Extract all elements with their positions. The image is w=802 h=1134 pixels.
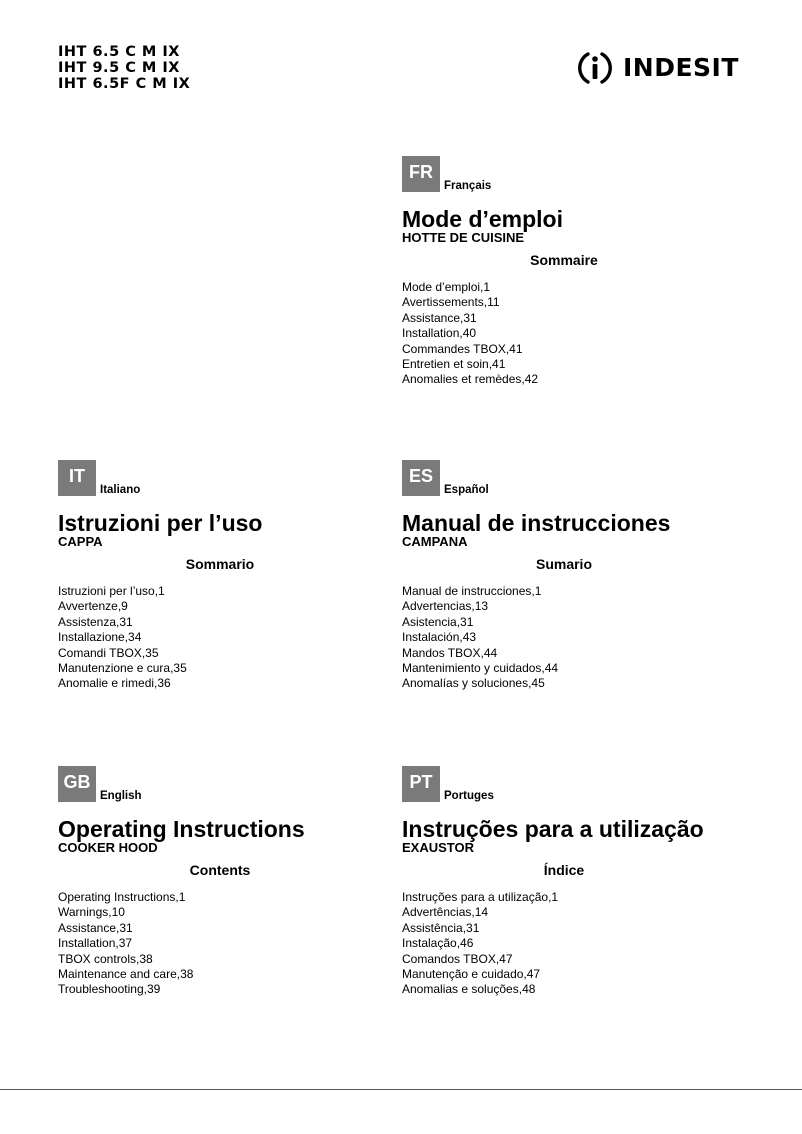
section-pt [402,766,742,1006]
toc-item: Warnings,10 [58,905,125,920]
model-list [58,44,190,92]
language-name: Italiano [100,484,141,496]
language-code-badge: FR [402,156,440,192]
manual-title: Istruzioni per l’uso [58,510,263,536]
language-name: Portuges [444,790,494,802]
model-number: IHT 9.5 C M IX [58,60,180,76]
language-code-badge: PT [402,766,440,802]
section-gb [58,766,398,1006]
table-of-contents [58,890,193,998]
toc-item: Installation,40 [402,326,477,341]
toc-item: Operating Instructions,1 [58,890,186,904]
toc-item: Avvertenze,9 [58,599,128,614]
contents-heading: Sommaire [530,252,598,268]
toc-item: Commandes TBOX,41 [402,341,523,356]
product-subtitle: EXAUSTOR [402,840,474,855]
toc-item: Assistance,31 [58,920,133,935]
manual-title: Instruções para a utilização [402,816,704,842]
toc-item: Manual de instrucciones,1 [402,584,542,598]
table-of-contents [58,584,187,692]
toc-item: Avertissements,11 [402,295,500,310]
language-code-badge: IT [58,460,96,496]
toc-item: Assistência,31 [402,920,480,935]
language-code-badge: ES [402,460,440,496]
toc-item: Assistance,31 [402,310,477,325]
section-fr [402,156,742,396]
toc-item: Instruções para a utilização,1 [402,890,559,904]
brand-name: INDESIT [623,53,739,82]
model-number: IHT 6.5 C M IX [58,44,180,60]
footer-divider [0,1089,802,1090]
contents-heading: Índice [543,862,585,878]
table-of-contents [402,890,558,998]
toc-item: Anomalies et remèdes,42 [402,372,539,387]
manual-title: Manual de instrucciones [402,510,671,536]
toc-item: Manutenção e cuidado,47 [402,967,541,982]
contents-heading: Sumario [535,556,592,572]
toc-item: Istruzioni per l’uso,1 [58,584,165,598]
product-subtitle: CAMPANA [402,534,468,549]
toc-item: TBOX controls,38 [58,951,153,966]
toc-item: Advertências,14 [402,905,489,920]
product-subtitle: HOTTE DE CUISINE [402,230,525,245]
table-of-contents [402,584,558,692]
toc-item: Assistenza,31 [58,614,133,629]
contents-heading: Contents [189,862,251,878]
section-it [58,460,398,700]
toc-item: Anomalie e rimedi,36 [58,676,171,691]
model-number: IHT 6.5F C M IX [58,76,191,92]
manual-title: Operating Instructions [58,816,305,842]
toc-item: Comandos TBOX,47 [402,951,513,966]
toc-item: Mode d’emploi,1 [402,280,491,294]
product-subtitle: COOKER HOOD [58,840,158,855]
toc-item: Anomalías y soluciones,45 [402,676,545,691]
toc-item: Asistencia,31 [402,614,474,629]
language-code-badge: GB [58,766,96,802]
toc-item: Comandi TBOX,35 [58,645,159,660]
toc-item: Installation,37 [58,936,133,951]
language-name: Español [444,484,489,496]
toc-item: Entretien et soin,41 [402,357,506,372]
toc-item: Anomalias e soluções,48 [402,982,536,997]
indesit-i-logo-icon [575,48,615,88]
toc-item: Maintenance and care,38 [58,967,194,982]
toc-item: Mantenimiento y cuidados,44 [402,661,559,676]
table-of-contents [402,280,538,388]
toc-item: Advertencias,13 [402,599,489,614]
section-es [402,460,742,700]
manual-title: Mode d’emploi [402,206,563,232]
toc-item: Instalação,46 [402,936,474,951]
contents-heading: Sommario [185,556,255,572]
toc-item: Troubleshooting,39 [58,982,161,997]
language-name: Français [444,180,492,192]
language-name: English [100,790,142,802]
toc-item: Installazione,34 [58,630,142,645]
product-subtitle: CAPPA [58,534,103,549]
toc-item: Mandos TBOX,44 [402,645,498,660]
toc-item: Instalación,43 [402,630,477,645]
toc-item: Manutenzione e cura,35 [58,661,187,676]
